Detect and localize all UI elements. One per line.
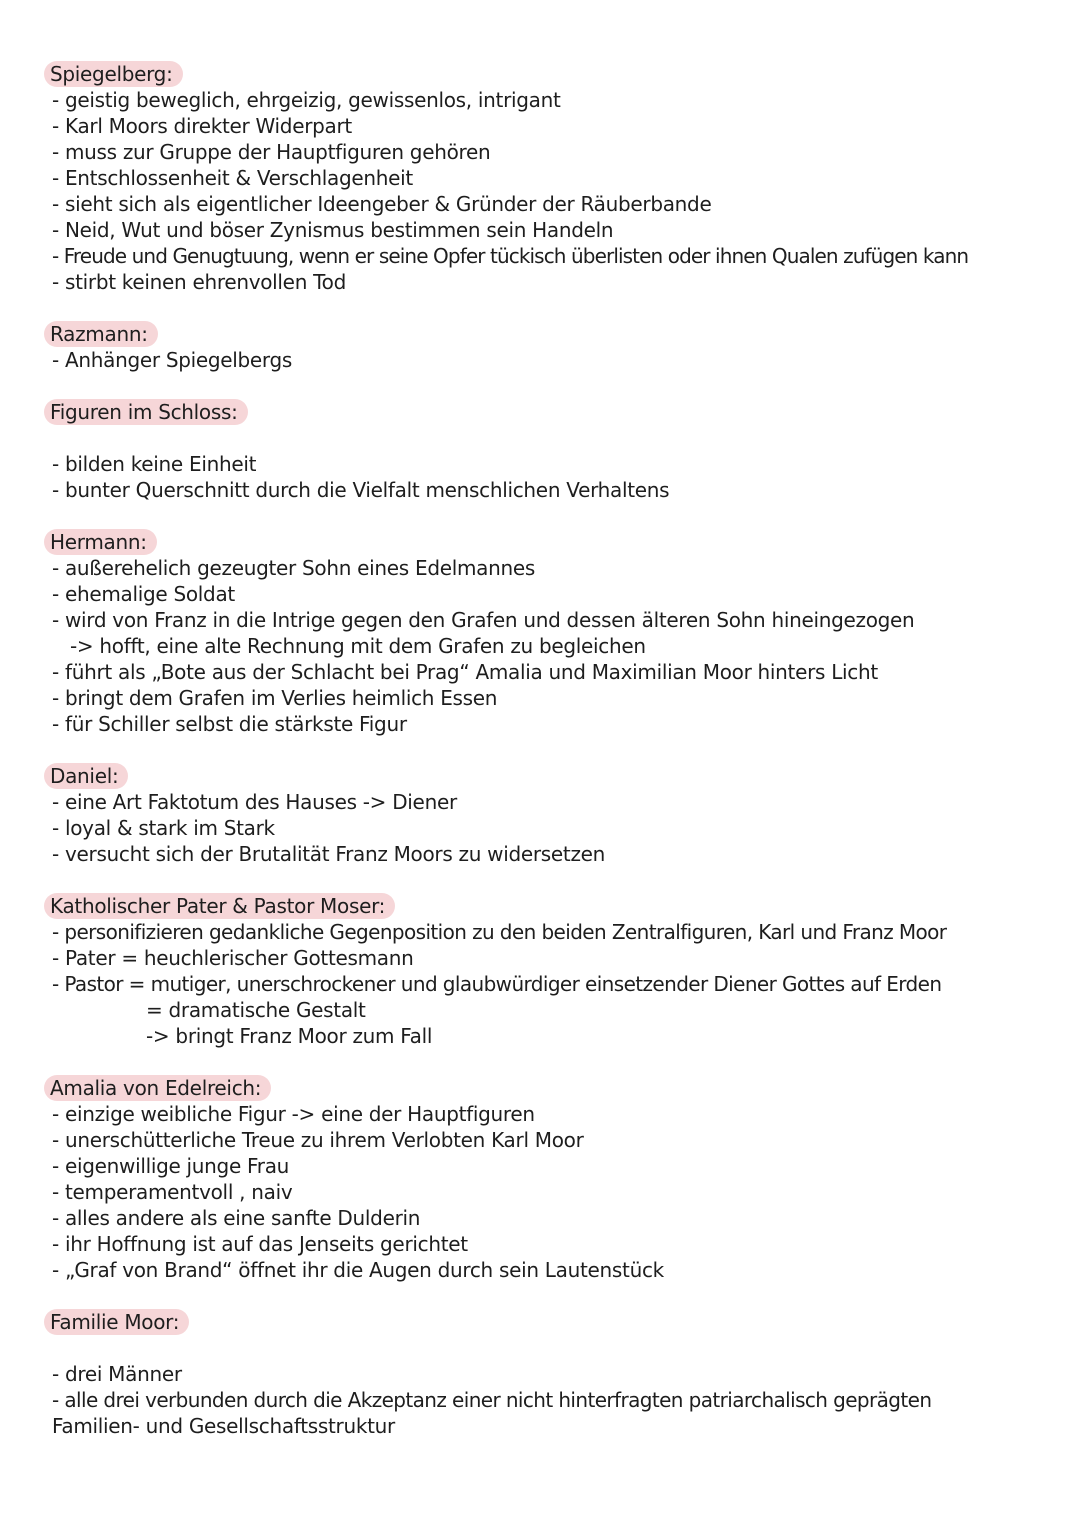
list-item: - versucht sich der Brutalität Franz Moors zu widersetzen	[52, 842, 606, 866]
list-item: - Entschlossenheit & Verschlagenheit	[52, 166, 413, 190]
list-item: - muss zur Gruppe der Hauptfiguren gehören	[52, 140, 491, 164]
list-item: - ihr Hoffnung ist auf das Jenseits gerichtet	[52, 1232, 468, 1256]
list-item: - Pater = heuchlerischer Gottesmann	[52, 946, 414, 970]
list-item: -> bringt Franz Moor zum Fall	[146, 1024, 433, 1048]
list-item: - alles andere als eine sanfte Dulderin	[52, 1206, 421, 1230]
list-item: - geistig beweglich, ehrgeizig, gewissenlos, intrigant	[52, 88, 561, 112]
heading-pater-pastor: Katholischer Pater & Pastor Moser:	[44, 893, 395, 919]
list-item: - Neid, Wut und böser Zynismus bestimmen sein Handeln	[52, 218, 614, 242]
list-item: - Karl Moors direkter Widerpart	[52, 114, 352, 138]
list-item: Familien- und Gesellschaftsstruktur	[52, 1414, 395, 1438]
heading-amalia: Amalia von Edelreich:	[44, 1075, 271, 1101]
list-item: - Pastor = mutiger, unerschrockener und glaubwürdiger einsetzender Diener Gottes auf Erden	[52, 972, 942, 996]
list-item: - „Graf von Brand“ öffnet ihr die Augen durch sein Lautenstück	[52, 1258, 664, 1282]
list-item: - temperamentvoll , naiv	[52, 1180, 293, 1204]
list-item: - Anhänger Spiegelbergs	[52, 348, 293, 372]
list-item: - sieht sich als eigentlicher Ideengeber & Gründer der Räuberbande	[52, 192, 712, 216]
heading-daniel: Daniel:	[44, 763, 128, 789]
list-item: - stirbt keinen ehrenvollen Tod	[52, 270, 346, 294]
list-item: - bringt dem Grafen im Verlies heimlich Essen	[52, 686, 498, 710]
list-item: - ehemalige Soldat	[52, 582, 235, 606]
list-item: - für Schiller selbst die stärkste Figur	[52, 712, 407, 736]
list-item: - bilden keine Einheit	[52, 452, 257, 476]
heading-familie-moor: Familie Moor:	[44, 1309, 189, 1335]
list-item: -> hofft, eine alte Rechnung mit dem Grafen zu begleichen	[70, 634, 646, 658]
list-item: - führt als „Bote aus der Schlacht bei Prag“ Amalia und Maximilian Moor hinters Licht	[52, 660, 878, 684]
list-item: - bunter Querschnitt durch die Vielfalt menschlichen Verhaltens	[52, 478, 670, 502]
list-item: - alle drei verbunden durch die Akzeptanz einer nicht hinterfragten patriarchalisch geprägten	[52, 1388, 932, 1412]
heading-razmann: Razmann:	[44, 321, 158, 347]
list-item: - Freude und Genugtuung, wenn er seine Opfer tückisch überlisten oder ihnen Qualen zufügen kann	[52, 244, 969, 268]
list-item: - außerehelich gezeugter Sohn eines Edelmannes	[52, 556, 535, 580]
list-item: - wird von Franz in die Intrige gegen den Grafen und dessen älteren Sohn hineingezogen	[52, 608, 915, 632]
heading-hermann: Hermann:	[44, 529, 157, 555]
list-item: - eine Art Faktotum des Hauses -> Diener	[52, 790, 457, 814]
heading-spiegelberg: Spiegelberg:	[44, 61, 183, 87]
list-item: - drei Männer	[52, 1362, 182, 1386]
list-item: - eigenwillige junge Frau	[52, 1154, 290, 1178]
list-item: - loyal & stark im Stark	[52, 816, 275, 840]
list-item: - einzige weibliche Figur -> eine der Hauptfiguren	[52, 1102, 535, 1126]
heading-figuren-im-schloss: Figuren im Schloss:	[44, 399, 248, 425]
list-item: - unerschütterliche Treue zu ihrem Verlobten Karl Moor	[52, 1128, 584, 1152]
list-item: - personifizieren gedankliche Gegenposition zu den beiden Zentralfiguren, Karl und Franz Moor	[52, 920, 947, 944]
list-item: = dramatische Gestalt	[146, 998, 366, 1022]
